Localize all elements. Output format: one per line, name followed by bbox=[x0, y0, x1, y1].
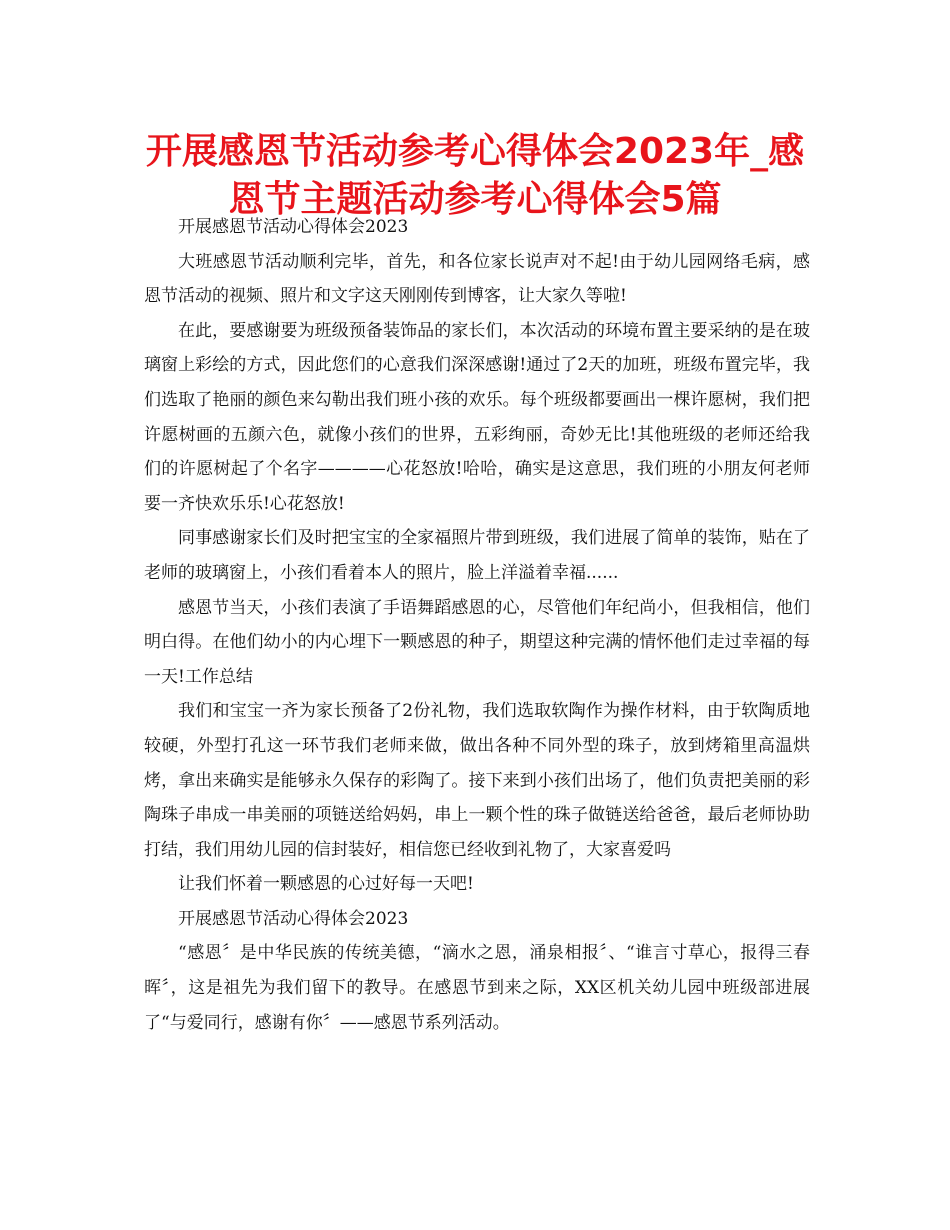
paragraph-1: 大班感恩节活动顺利完毕，首先，和各位家长说声对不起!由于幼儿园网络毛病，感恩节活动的视频、照片和文字这天刚刚传到博客，让大家久等啦! bbox=[144, 251, 810, 307]
paragraph-5: 我们和宝宝一齐为家长预备了2份礼物，我们选取软陶作为操作材料，由于软陶质地较硬，外型打孔这一环节我们老师来做，做出各种不同外型的珠子，放到烤箱里高温烘烤，拿出来确实是能够永久保存的彩陶了。接下来到小孩们出场了，他们负责把美丽的彩陶珠子串成一串美丽的项链送给妈妈，串上一颗个性的珠子做链送给爸爸，最后老师协助打结，我们用幼儿园的信封装好，相信您已经收到礼物了，大家喜爱吗 bbox=[144, 701, 810, 860]
document-title: 开展感恩节活动参考心得体会2023年_感恩节主题活动参考心得体会5篇 bbox=[145, 131, 805, 220]
subheading-1: 开展感恩节活动心得体会2023 bbox=[178, 217, 409, 237]
paragraph-6: 让我们怀着一颗感恩的心过好每一天吧! bbox=[178, 874, 474, 895]
paragraph-2: 在此，要感谢要为班级预备装饰品的家长们，本次活动的环境布置主要采纳的是在玻璃窗上彩绘的方式，因此您们的心意我们深深感谢!通过了2天的加班，班级布置完毕，我们选取了艳丽的颜色来勾勒出我们班小孩的欢乐。每个班级都要画出一棵许愿树，我们把许愿树画的五颜六色，就像小孩们的世界，五彩绚丽，奇妙无比!其他班级的老师还给我们的许愿树起了个名字————心花怒放!哈哈，确实是这意思，我们班的小朋友何老师要一齐快欢乐乐!心花怒放! bbox=[144, 320, 810, 514]
subheading-2: 开展感恩节活动心得体会2023 bbox=[178, 908, 409, 929]
paragraph-3: 同事感谢家长们及时把宝宝的全家福照片带到班级，我们进展了简单的装饰，贴在了老师的玻璃窗上，小孩们看着本人的照片，脸上洋溢着幸福...... bbox=[144, 528, 810, 583]
paragraph-4: 感恩节当天，小孩们表演了手语舞蹈感恩的心，尽管他们年纪尚小，但我相信，他们明白得。在他们幼小的内心埋下一颗感恩的种子，期望这种完满的情怀他们走过幸福的每一天!工作总结 bbox=[144, 597, 810, 687]
paragraph-7: “感恩〞是中华民族的传统美德，“滴水之恩，涌泉相报〞、“谁言寸草心，报得三春晖〞，这是祖先为我们留下的教导。在感恩节到来之际，XX区机关幼儿园中班级部进展了“与爱同行，感谢有你〞——感恩节系列活动。 bbox=[144, 943, 810, 1033]
document-body bbox=[144, 210, 810, 1040]
